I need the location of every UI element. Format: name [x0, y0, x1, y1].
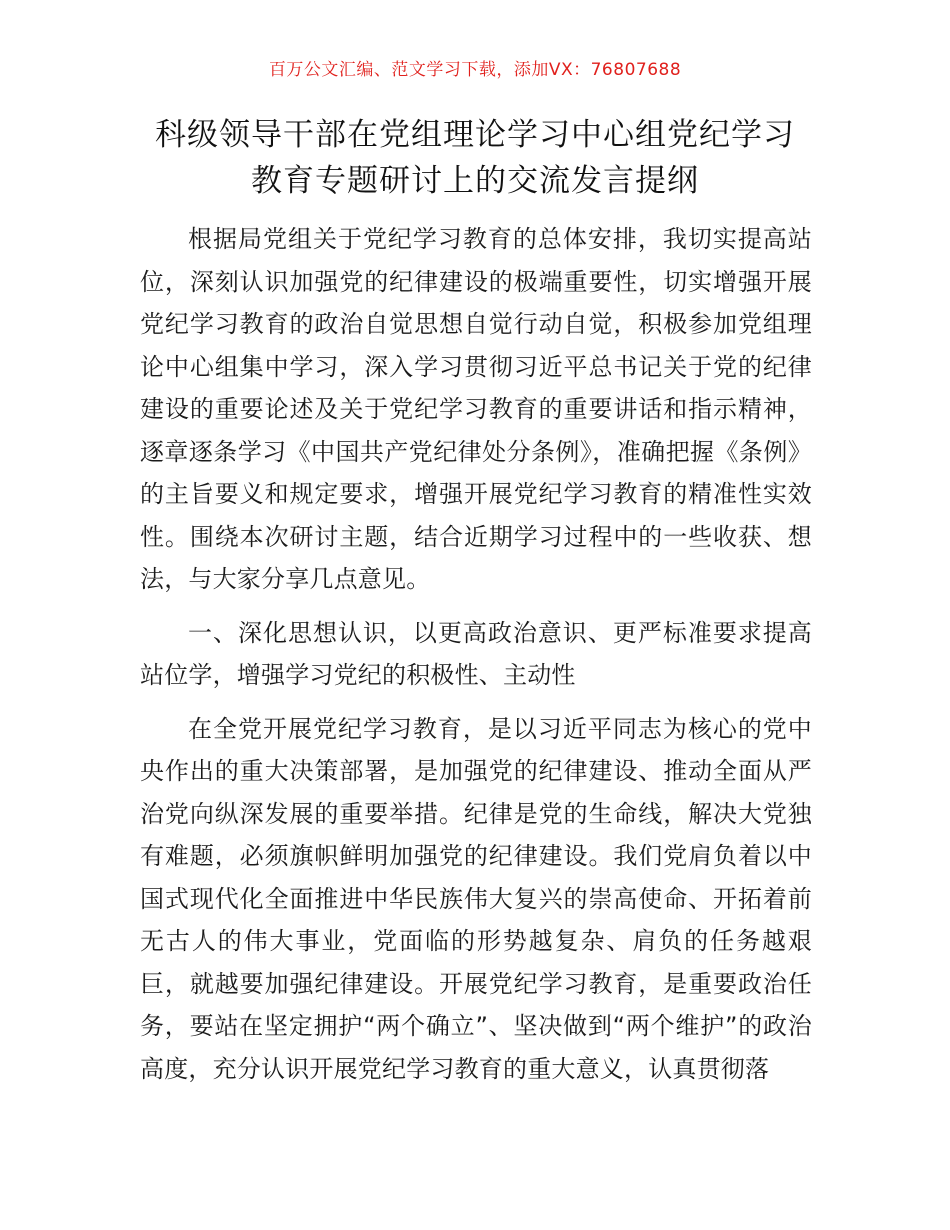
title-line-2: 教育专题研讨上的交流发言提纲 [251, 163, 699, 199]
paragraph-intro: 根据局党组关于党纪学习教育的总体安排，我切实提高站位，深刻认识加强党的纪律建设的极端重要性，切实增强开展党纪学习教育的政治自觉思想自觉行动自觉，积极参加党组理论中心组集中学习，深入学习贯彻习近平总书记关于党的纪律建设的重要论述及关于党纪学习教育的重要讲话和指示精神，逐章逐条学习《中国共产党纪律处分条例》，准确把握《条例》的主旨要义和规定要求，增强开展党纪学习教育的精准性实效性。围绕本次研讨主题，结合近期学习过程中的一些收获、想法，与大家分享几点意见。 [140, 225, 812, 593]
section-heading-1: 一、深化思想认识，以更高政治意识、更严标准要求提高站位学，增强学习党纪的积极性、主动性 [140, 618, 812, 689]
document-title [120, 112, 830, 204]
document-body [140, 218, 812, 1101]
title-line-1: 科级领导干部在党组理论学习中心组党纪学习 [155, 117, 795, 153]
paragraph-section-1: 在全党开展党纪学习教育，是以习近平同志为核心的党中央作出的重大决策部署，是加强党的纪律建设、推动全面从严治党向纵深发展的重要举措。纪律是党的生命线，解决大党独有难题，必须旗帜鲜明加强党的纪律建设。我们党肩负着以中国式现代化全面推进中华民族伟大复兴的崇高使命、开拓着前无古人的伟大事业，党面临的形势越复杂、肩负的任务越艰巨，就越要加强纪律建设。开展党纪学习教育，是重要政治任务，要站在坚定拥护“两个确立”、坚决做到“两个维护”的政治高度，充分认识开展党纪学习教育的重大意义，认真贯彻落 [140, 714, 812, 1083]
header-contact-note: 百万公文汇编、范文学习下载，添加VX：76807688 [268, 60, 682, 80]
